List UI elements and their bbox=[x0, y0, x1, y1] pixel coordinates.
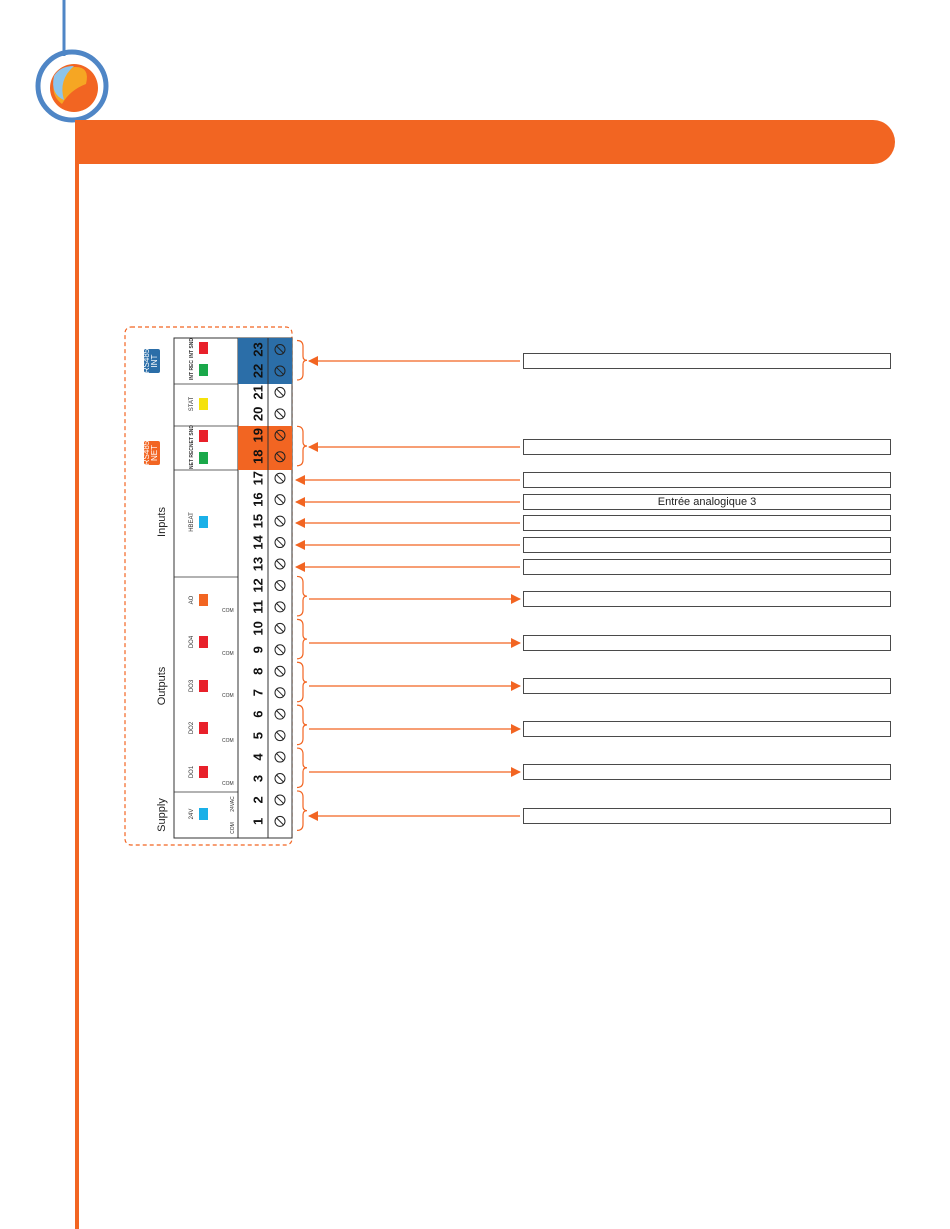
brace-icon bbox=[297, 705, 307, 744]
terminal-number: 2 bbox=[250, 796, 266, 804]
terminal-number: 3 bbox=[250, 774, 266, 783]
connection-label-box[interactable] bbox=[523, 537, 891, 553]
device-frame bbox=[174, 338, 292, 838]
terminal-number: 19 bbox=[250, 428, 266, 443]
header-bar bbox=[75, 120, 895, 164]
com-label: COM bbox=[222, 651, 234, 657]
connection-label-box[interactable] bbox=[523, 808, 891, 824]
badge-int-bottom: INT bbox=[150, 354, 159, 368]
terminal-number: 8 bbox=[250, 667, 266, 675]
connection-label-box[interactable] bbox=[523, 591, 891, 607]
label-net-snd: NET SND bbox=[189, 425, 195, 447]
com-label: COM bbox=[222, 693, 234, 699]
led-do1 bbox=[199, 766, 208, 778]
brace-icon bbox=[297, 576, 307, 615]
badge-int-top: RS485 bbox=[142, 348, 151, 374]
led-ao bbox=[199, 594, 208, 606]
terminal-number: 7 bbox=[250, 689, 266, 697]
label-do2: DO2 bbox=[189, 721, 195, 735]
connection-label-box[interactable] bbox=[523, 515, 891, 531]
terminal-number: 22 bbox=[250, 363, 266, 379]
label-hbeat: HBEAT bbox=[189, 512, 195, 532]
led-do4 bbox=[199, 636, 208, 648]
terminal-number: 11 bbox=[250, 600, 266, 614]
label-int-snd: INT SND bbox=[189, 338, 195, 358]
rs485-net-badge bbox=[142, 440, 160, 465]
led-int-rec bbox=[199, 364, 208, 376]
com-label: COM bbox=[222, 608, 234, 614]
connection-label-box[interactable] bbox=[523, 721, 891, 737]
terminal-number: 15 bbox=[250, 513, 266, 529]
brace-icon bbox=[297, 791, 307, 830]
terminal-number: 4 bbox=[250, 753, 266, 761]
badge-net-top: RS485 bbox=[142, 440, 151, 466]
label-stat: STAT bbox=[189, 396, 195, 412]
led-net-snd bbox=[199, 430, 208, 442]
rs485-int-badge bbox=[142, 348, 160, 373]
led-int-snd bbox=[199, 342, 208, 354]
led-hbeat bbox=[199, 516, 208, 528]
terminal-number: 18 bbox=[250, 449, 266, 464]
connection-label-box[interactable] bbox=[523, 559, 891, 575]
section-supply: Supply bbox=[156, 798, 168, 832]
brace-icon bbox=[297, 748, 307, 787]
terminal-number: 6 bbox=[250, 710, 266, 718]
connection-label-box[interactable] bbox=[523, 764, 891, 780]
label-ao: AO bbox=[189, 595, 195, 605]
terminal-number: 14 bbox=[250, 535, 266, 550]
label-net-rec: NET REC bbox=[189, 447, 195, 469]
led-do2 bbox=[199, 722, 208, 734]
com-label: COM bbox=[230, 822, 236, 834]
led-do3 bbox=[199, 680, 208, 692]
section-outputs: Outputs bbox=[156, 666, 168, 706]
badge-net-bottom: NET bbox=[150, 445, 159, 461]
brace-icon bbox=[297, 426, 307, 465]
terminal-number: 9 bbox=[250, 646, 266, 654]
led-24v bbox=[199, 808, 208, 820]
connection-label-box[interactable] bbox=[523, 678, 891, 694]
connection-label-box[interactable] bbox=[523, 635, 891, 651]
brace-icon bbox=[297, 341, 307, 380]
terminal-number: 13 bbox=[250, 556, 266, 572]
label-24v: 24V bbox=[189, 808, 195, 820]
com-label: COM bbox=[222, 738, 234, 744]
label-do1: DO1 bbox=[189, 765, 195, 779]
terminal-number: 10 bbox=[250, 621, 266, 636]
com-label: COM bbox=[222, 781, 234, 787]
brace-icon bbox=[297, 662, 307, 701]
terminal-number: 23 bbox=[250, 342, 266, 357]
section-inputs: Inputs bbox=[156, 507, 168, 537]
label-do3: DO3 bbox=[189, 679, 195, 693]
connection-label-box[interactable] bbox=[523, 472, 891, 488]
terminal-number: 1 bbox=[250, 817, 266, 826]
terminal-number: 17 bbox=[250, 470, 266, 486]
terminal-number: 12 bbox=[250, 578, 266, 593]
label-int-rec: INT REC bbox=[189, 360, 195, 380]
connection-label-box[interactable] bbox=[523, 439, 891, 455]
logo-icon bbox=[38, 52, 106, 120]
terminal-number: 21 bbox=[250, 385, 266, 400]
vac-label: 24VAC bbox=[230, 796, 236, 812]
terminal-number: 20 bbox=[250, 406, 266, 422]
led-net-rec bbox=[199, 452, 208, 464]
connection-label-box[interactable] bbox=[523, 353, 891, 369]
label-do4: DO4 bbox=[189, 635, 195, 649]
connection-label-box[interactable]: Entrée analogique 3 bbox=[523, 494, 891, 510]
terminal-number: 5 bbox=[250, 731, 266, 740]
brace-icon bbox=[297, 619, 307, 658]
terminal-number: 16 bbox=[250, 492, 266, 507]
led-stat bbox=[199, 398, 208, 410]
